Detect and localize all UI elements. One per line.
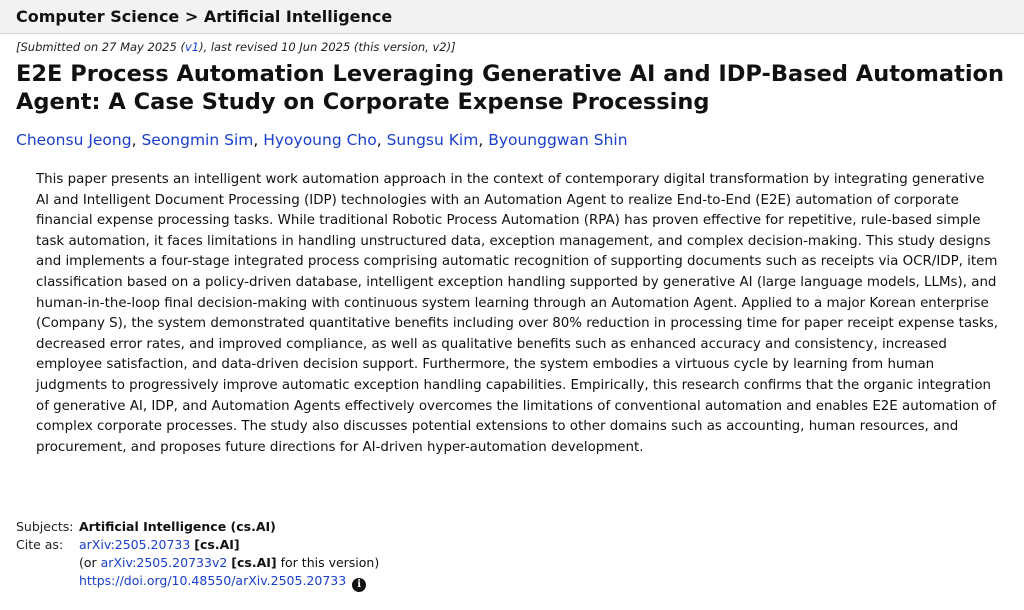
doi-row xyxy=(16,572,379,592)
breadcrumb xyxy=(16,7,392,26)
breadcrumb-separator: > xyxy=(184,7,199,26)
author-link[interactable]: Sungsu Kim xyxy=(386,131,479,149)
author-link[interactable]: Byounggwan Shin xyxy=(488,131,628,149)
abstract-text: This paper presents an intelligent work automation approach in the context of contemporary digital transformation by integrating generative AI and Intelligent Document Processing (IDP) technologies with an Automation Agent to realize End-to-End (E2E) automation of corporate financial expense processing tasks. While traditional Robotic Process Automation (RPA) has proven effective for repetitive, rule-based simple task automation, it faces limitations in handling unstructured data, exception management, and complex decision-making. This study designs and implements a four-stage integrated process comprising automatic recognition of supporting documents such as receipts via OCR/IDP, item classification based on a policy-driven database, intelligent exception handling supported by generative AI (large language models, LLMs), and human-in-the-loop final decision-making with continuous system learning through an Automation Agent. Applied to a major Korean enterprise (Company S), the system demonstrated quantitative benefits including over 80% reduction in processing time for paper receipt expense tasks, decreased error rates, and improved compliance, as well as qualitative benefits such as enhanced accuracy and consistency, increased employee satisfaction, and data-driven decision support. Furthermore, the system embodies a virtuous cycle by learning from human judgments to progressively improve automatic exception handling capabilities. Empirically, this research confirms that the organic integration of generative AI, IDP, and Automation Agents effectively overcomes the limitations of conventional automation and enables E2E automation of complex corporate processes. The study also discusses potential extensions to other domains such as accounting, human resources, and procurement, and proposes future directions for AI-driven hyper-automation development. xyxy=(36,172,999,455)
doi-value xyxy=(79,572,366,592)
author-separator: , xyxy=(253,131,264,149)
author-separator: , xyxy=(376,131,387,149)
version-cite-row xyxy=(16,554,379,572)
version-v1-link[interactable]: v1 xyxy=(184,40,200,54)
version-arxiv-link[interactable]: arXiv:2505.20733v2 xyxy=(100,555,228,570)
version-prefix: (or xyxy=(79,555,101,570)
paper-title: E2E Process Automation Leveraging Generative AI and IDP-Based Automation Agent: A Case Study on Corporate Expense Processing xyxy=(16,61,1005,115)
version-category: [cs.AI] xyxy=(231,555,277,570)
author-list xyxy=(16,131,628,149)
submission-suffix: ), last revised 10 Jun 2025 (this version, v2)] xyxy=(199,40,456,54)
subjects-label: Subjects: xyxy=(16,519,74,534)
cite-label: Cite as: xyxy=(16,537,64,552)
author-link[interactable]: Cheonsu Jeong xyxy=(16,131,132,149)
cite-arxiv-link[interactable]: arXiv:2505.20733 xyxy=(79,537,191,552)
author-separator: , xyxy=(478,131,489,149)
cite-row xyxy=(16,536,379,554)
subjects-value: Artificial Intelligence (cs.AI) xyxy=(79,519,276,534)
author-separator: , xyxy=(131,131,142,149)
author-link[interactable]: Hyoyoung Cho xyxy=(263,131,377,149)
version-cite-label-spacer xyxy=(16,554,79,572)
breadcrumb-subcategory[interactable]: Artificial Intelligence xyxy=(203,7,393,26)
cite-category: [cs.AI] xyxy=(194,537,240,552)
author-link[interactable]: Seongmin Sim xyxy=(141,131,254,149)
info-icon[interactable]: i xyxy=(352,578,366,592)
breadcrumb-category[interactable]: Computer Science xyxy=(16,7,180,26)
version-cite-value xyxy=(79,554,379,572)
subjects-row xyxy=(16,518,379,536)
cite-value xyxy=(79,536,240,554)
doi-label-spacer xyxy=(16,572,79,592)
submission-dateline xyxy=(16,40,456,54)
version-suffix: for this version) xyxy=(276,555,380,570)
doi-link[interactable]: https://doi.org/10.48550/arXiv.2505.20733 xyxy=(79,573,347,588)
metadata-table xyxy=(16,518,379,592)
submission-prefix: [Submitted on 27 May 2025 ( xyxy=(16,40,185,54)
header-bar xyxy=(0,0,1024,34)
